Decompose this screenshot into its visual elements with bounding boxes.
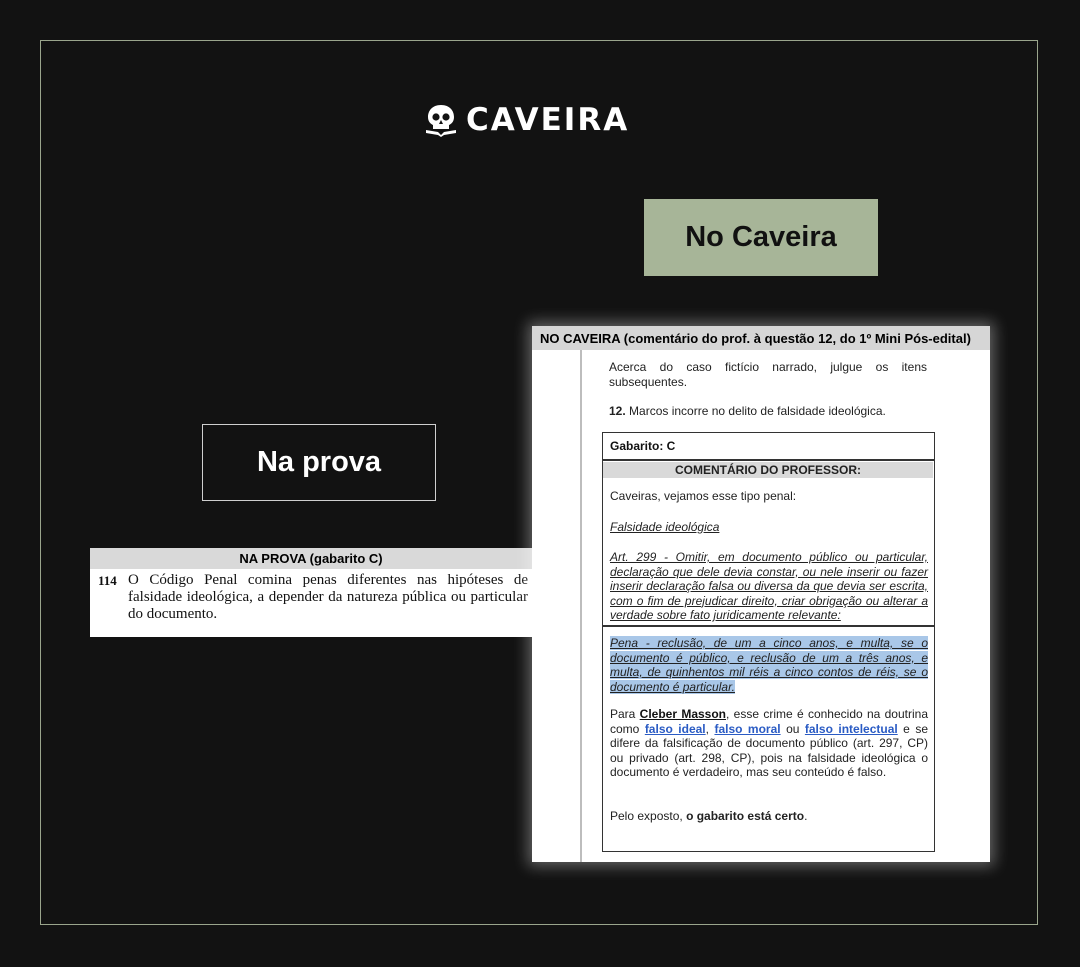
link-falso-moral[interactable]: falso moral [714,721,781,736]
doctrine-text: Para [610,707,640,721]
prova-question-text: O Código Penal comina penas diferentes nas hipóteses de falsidade ideológica, a depender da natureza pública ou particular do documento. [128,572,528,622]
gabarito: Gabarito: C [610,439,676,453]
item-number: 12. [609,404,626,418]
prova-question-number: 114 [98,573,117,588]
item-text: Marcos incorre no delito de falsidade ideológica. [629,404,886,418]
article-text: Art. 299 - Omitir, em documento público ou particular, declaração que dele devia constar, ou nele inserir ou fazer inserir declaração falsa ou diversa da que devia ser escrita, com o fim de prejudicar direito, criar obrigação ou alterar a verdade sobre fato juridicamente relevante: [610,550,928,622]
link-falso-ideal[interactable]: falso ideal [644,721,706,736]
conclusion-text: . [804,809,808,823]
penalty-text [610,636,928,694]
no-caveira-label: No Caveira [644,199,878,276]
doctrine-text: ou [780,721,805,736]
penalty-highlight: Pena - reclusão, de um a cinco anos, e multa, se o documento é público, e reclusão de um a três anos, e multa, de quinhentos mil réis a cinco contos de réis, se o documento é particular. [610,636,928,694]
prova-header: NA PROVA (gabarito C) [90,548,532,569]
doctrine-text: e se difere da falsificação de documento público (art. 297, CP) ou privado (art. 298, CP), pois na falsidade ideológica o documento é verdadeiro, mas seu conteúdo é falso. [610,721,928,779]
question-intro: Acerca do caso fictício narrado, julgue os itens subsequentes. [609,360,927,389]
conclusion-bold: o gabarito está certo [686,809,805,823]
author-name: Cleber Masson [639,707,727,721]
caveira-header: NO CAVEIRA (comentário do prof. à questão 12, do 1º Mini Pós-edital) [532,326,990,350]
brand-name: CAVEIRA [466,102,630,138]
comment-box [602,432,935,852]
conclusion [610,809,807,824]
box-divider [603,459,934,461]
prova-excerpt [90,548,532,637]
prova-body [90,569,532,623]
doctrine-paragraph [610,707,928,780]
crime-title: Falsidade ideológica [610,520,720,534]
doctrine-text: , [705,721,715,736]
link-falso-intelectual[interactable]: falso intelectual [804,721,898,736]
na-prova-label: Na prova [202,424,436,501]
box-divider-2 [603,625,934,627]
conclusion-text: Pelo exposto, [610,809,687,823]
doctrine-text: , esse crime é conhecido na doutrina como [610,707,928,736]
brand-logo [424,100,629,140]
caveira-excerpt [532,326,990,862]
skull-icon [424,103,458,137]
comment-header: COMENTÁRIO DO PROFESSOR: [603,462,933,478]
question-item [609,404,939,419]
caveira-body [532,350,990,862]
comment-intro: Caveiras, vejamos esse tipo penal: [610,489,797,503]
